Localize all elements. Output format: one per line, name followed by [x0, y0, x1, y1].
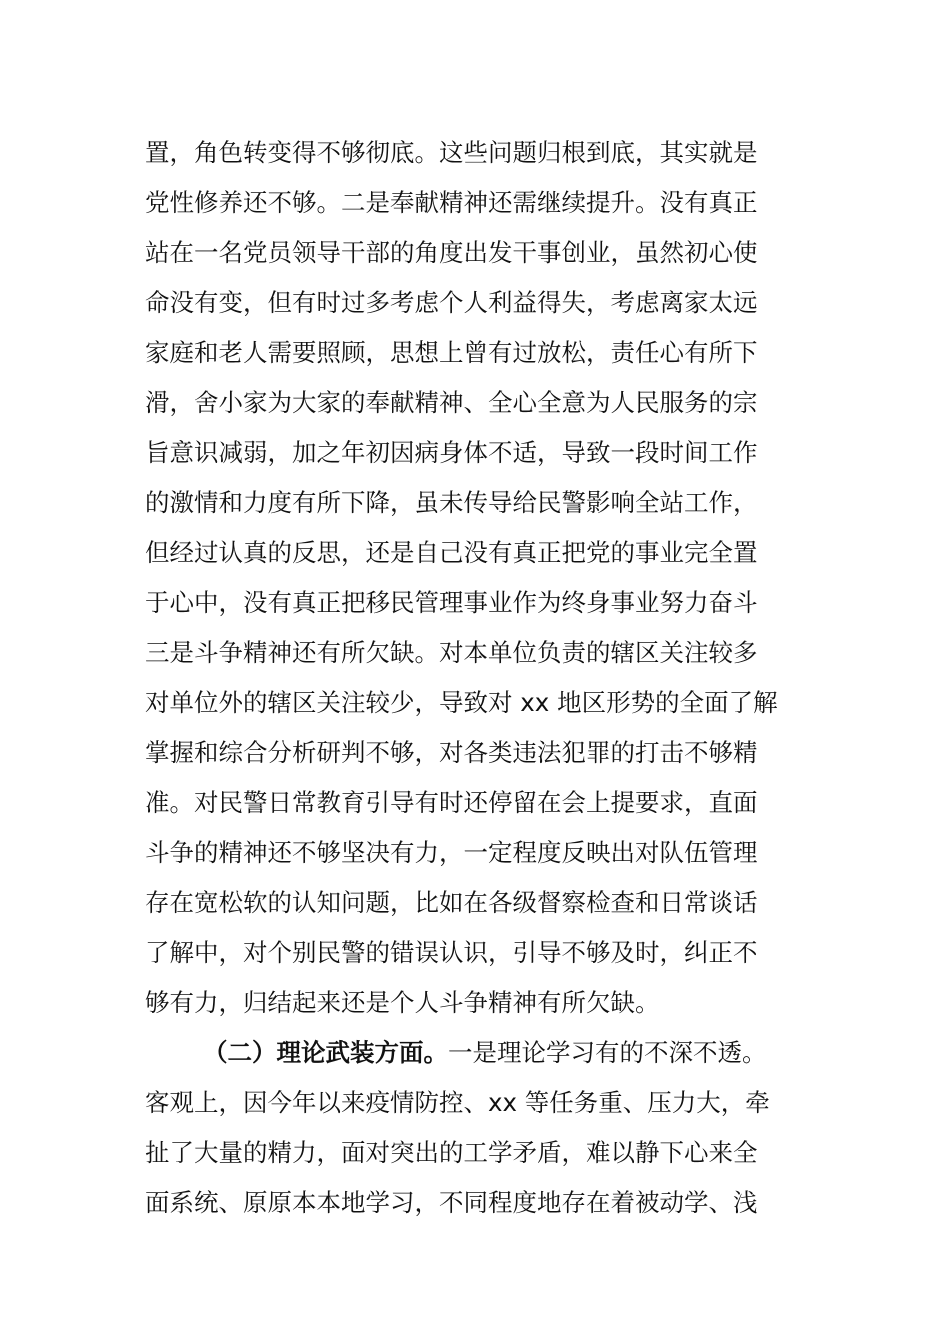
text-line: 客观上，因今年以来疫情防控、xx 等任务重、压力大，牵	[145, 1088, 770, 1117]
text-line: 但经过认真的反思，还是自己没有真正把党的事业完全置	[145, 538, 758, 567]
text-line: 置，角色转变得不够彻底。这些问题归根到底，其实就是	[145, 138, 758, 167]
text-line: 命没有变，但有时过多考虑个人利益得失，考虑离家太远	[145, 288, 758, 317]
text-line: 站在一名党员领导干部的角度出发干事创业，虽然初心使	[145, 238, 758, 267]
text-line: 的激情和力度有所下降，虽未传导给民警影响全站工作，	[145, 488, 758, 517]
section-heading-line	[145, 1028, 825, 1078]
text-line: 党性修养还不够。二是奉献精神还需继续提升。没有真正	[145, 188, 758, 217]
text-line: 准。对民警日常教育引导有时还停留在会上提要求，直面	[145, 788, 758, 817]
text-line: 斗争的精神还不够坚决有力，一定程度反映出对队伍管理	[145, 838, 758, 867]
text-line: 对单位外的辖区关注较少，导致对 xx 地区形势的全面了解	[145, 688, 778, 717]
text-line: 滑，舍小家为大家的奉献精神、全心全意为人民服务的宗	[145, 388, 758, 417]
section-heading: （二）理论武装方面。	[203, 1038, 448, 1067]
text-line: 了解中，对个别民警的错误认识，引导不够及时，纠正不	[145, 938, 758, 967]
text-line: 三是斗争精神还有所欠缺。对本单位负责的辖区关注较多	[145, 638, 758, 667]
text-line: 于心中，没有真正把移民管理事业作为终身事业努力奋斗	[145, 588, 758, 617]
text-line: 面系统、原原本本地学习，不同程度地存在着被动学、浅	[145, 1188, 758, 1217]
text-line: 扯了大量的精力，面对突出的工学矛盾，难以静下心来全	[145, 1138, 758, 1167]
text-line: 家庭和老人需要照顾，思想上曾有过放松，责任心有所下	[145, 338, 758, 367]
text-line: 掌握和综合分析研判不够，对各类违法犯罪的打击不够精	[145, 738, 758, 767]
section-heading-rest: 一是理论学习有的不深不透。	[448, 1038, 767, 1067]
text-line: 够有力，归结起来还是个人斗争精神有所欠缺。	[145, 988, 660, 1017]
body-text	[145, 128, 825, 1228]
text-line: 旨意识减弱，加之年初因病身体不适，导致一段时间工作	[145, 438, 758, 467]
text-line: 存在宽松软的认知问题，比如在各级督察检查和日常谈话	[145, 888, 758, 917]
